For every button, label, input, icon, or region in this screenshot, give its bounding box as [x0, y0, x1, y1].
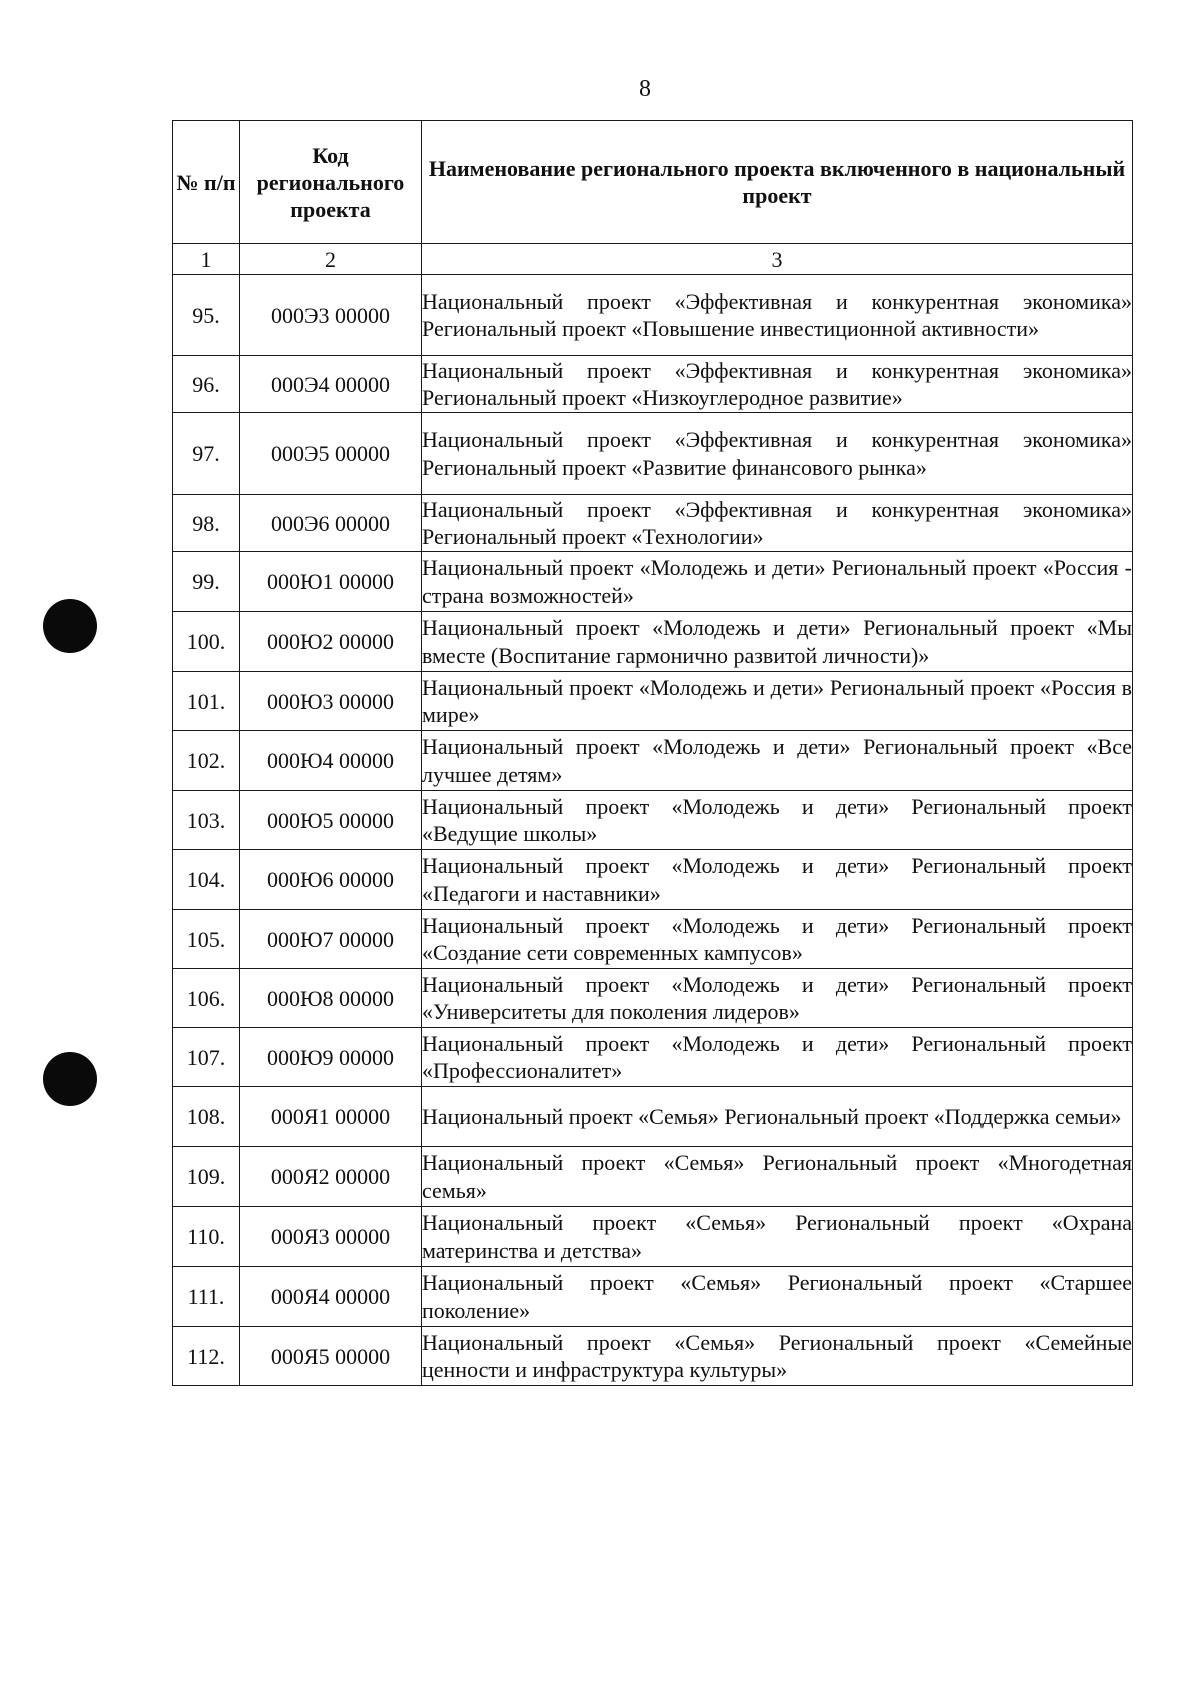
page-number: 8 — [639, 76, 651, 102]
project-name: Национальный проект «Молодежь и дети» Региональный проект «Россия в мире» — [422, 672, 1133, 731]
row-number: 95. — [173, 275, 240, 356]
row-number: 109. — [173, 1147, 240, 1207]
table-row — [173, 413, 1133, 495]
project-code: 000Ю1 00000 — [240, 552, 422, 612]
table-row — [173, 1267, 1133, 1327]
row-number: 97. — [173, 413, 240, 495]
project-name: Национальный проект «Эффективная и конкурентная экономика» Региональный проект «Развитие финансового рынка» — [422, 413, 1133, 495]
projects-table — [172, 120, 1133, 1386]
project-name: Национальный проект «Эффективная и конкурентная экономика» Региональный проект «Повышение инвестиционной активности» — [422, 275, 1133, 356]
project-name: Национальный проект «Эффективная и конкурентная экономика» Региональный проект «Низкоуглеродное развитие» — [422, 356, 1133, 413]
project-name: Национальный проект «Молодежь и дети» Региональный проект «Россия - страна возможностей» — [422, 552, 1133, 612]
project-code: 000Э5 00000 — [240, 413, 422, 495]
project-code: 000Ю9 00000 — [240, 1028, 422, 1087]
table-row — [173, 552, 1133, 612]
column-number-row — [173, 244, 1133, 275]
project-name: Национальный проект «Молодежь и дети» Региональный проект «Все лучшее детям» — [422, 731, 1133, 791]
project-code: 000Э3 00000 — [240, 275, 422, 356]
project-name: Национальный проект «Семья» Региональный проект «Старшее поколение» — [422, 1267, 1133, 1327]
row-number: 107. — [173, 1028, 240, 1087]
row-number: 100. — [173, 612, 240, 672]
table-row — [173, 1207, 1133, 1267]
project-code: 000Я5 00000 — [240, 1327, 422, 1386]
project-name: Национальный проект «Молодежь и дети» Региональный проект «Университеты для поколения лидеров» — [422, 969, 1133, 1028]
project-name: Национальный проект «Семья» Региональный проект «Охрана материнства и детства» — [422, 1207, 1133, 1267]
table-row — [173, 969, 1133, 1028]
row-number: 102. — [173, 731, 240, 791]
project-code: 000Я2 00000 — [240, 1147, 422, 1207]
column-number: 3 — [422, 244, 1133, 275]
row-number: 112. — [173, 1327, 240, 1386]
table-row — [173, 495, 1133, 552]
table-body — [173, 275, 1133, 1386]
project-name: Национальный проект «Молодежь и дети» Региональный проект «Создание сети современных кампусов» — [422, 910, 1133, 969]
project-code: 000Ю6 00000 — [240, 850, 422, 910]
table-row — [173, 275, 1133, 356]
table-header — [173, 121, 1133, 275]
project-code: 000Э6 00000 — [240, 495, 422, 552]
project-name: Национальный проект «Эффективная и конкурентная экономика» Региональный проект «Технологии» — [422, 495, 1133, 552]
table-row — [173, 672, 1133, 731]
project-code: 000Я3 00000 — [240, 1207, 422, 1267]
row-number: 99. — [173, 552, 240, 612]
header-num: № п/п — [173, 121, 240, 244]
project-code: 000Я4 00000 — [240, 1267, 422, 1327]
row-number: 108. — [173, 1087, 240, 1147]
table-row — [173, 1147, 1133, 1207]
project-code: 000Ю8 00000 — [240, 969, 422, 1028]
table-row — [173, 910, 1133, 969]
project-name: Национальный проект «Молодежь и дети» Региональный проект «Ведущие школы» — [422, 791, 1133, 850]
project-name: Национальный проект «Молодежь и дети» Региональный проект «Педагоги и наставники» — [422, 850, 1133, 910]
project-code: 000Ю3 00000 — [240, 672, 422, 731]
row-number: 104. — [173, 850, 240, 910]
row-number: 103. — [173, 791, 240, 850]
project-code: 000Ю7 00000 — [240, 910, 422, 969]
table-row — [173, 1087, 1133, 1147]
row-number: 111. — [173, 1267, 240, 1327]
row-number: 105. — [173, 910, 240, 969]
row-number: 106. — [173, 969, 240, 1028]
project-code: 000Ю2 00000 — [240, 612, 422, 672]
project-name: Национальный проект «Семья» Региональный проект «Многодетная семья» — [422, 1147, 1133, 1207]
project-name: Национальный проект «Молодежь и дети» Региональный проект «Профессионалитет» — [422, 1028, 1133, 1087]
project-code: 000Ю4 00000 — [240, 731, 422, 791]
header-name: Наименование регионального проекта включенного в национальный проект — [422, 121, 1133, 244]
project-name: Национальный проект «Молодежь и дети» Региональный проект «Мы вместе (Воспитание гармонично развитой личности)» — [422, 612, 1133, 672]
project-name: Национальный проект «Семья» Региональный проект «Семейные ценности и инфраструктура культуры» — [422, 1327, 1133, 1386]
header-code: Код регионального проекта — [240, 121, 422, 244]
punch-hole — [43, 599, 97, 653]
table-row — [173, 356, 1133, 413]
punch-hole — [43, 1052, 97, 1106]
project-code: 000Я1 00000 — [240, 1087, 422, 1147]
row-number: 101. — [173, 672, 240, 731]
column-number: 1 — [173, 244, 240, 275]
row-number: 98. — [173, 495, 240, 552]
project-name: Национальный проект «Семья» Региональный проект «Поддержка семьи» — [422, 1087, 1133, 1147]
table-row — [173, 791, 1133, 850]
table-row — [173, 850, 1133, 910]
table-row — [173, 612, 1133, 672]
column-number: 2 — [240, 244, 422, 275]
row-number: 96. — [173, 356, 240, 413]
project-code: 000Э4 00000 — [240, 356, 422, 413]
project-code: 000Ю5 00000 — [240, 791, 422, 850]
table-row — [173, 731, 1133, 791]
row-number: 110. — [173, 1207, 240, 1267]
table-row — [173, 1028, 1133, 1087]
header-row — [173, 121, 1133, 244]
table-row — [173, 1327, 1133, 1386]
